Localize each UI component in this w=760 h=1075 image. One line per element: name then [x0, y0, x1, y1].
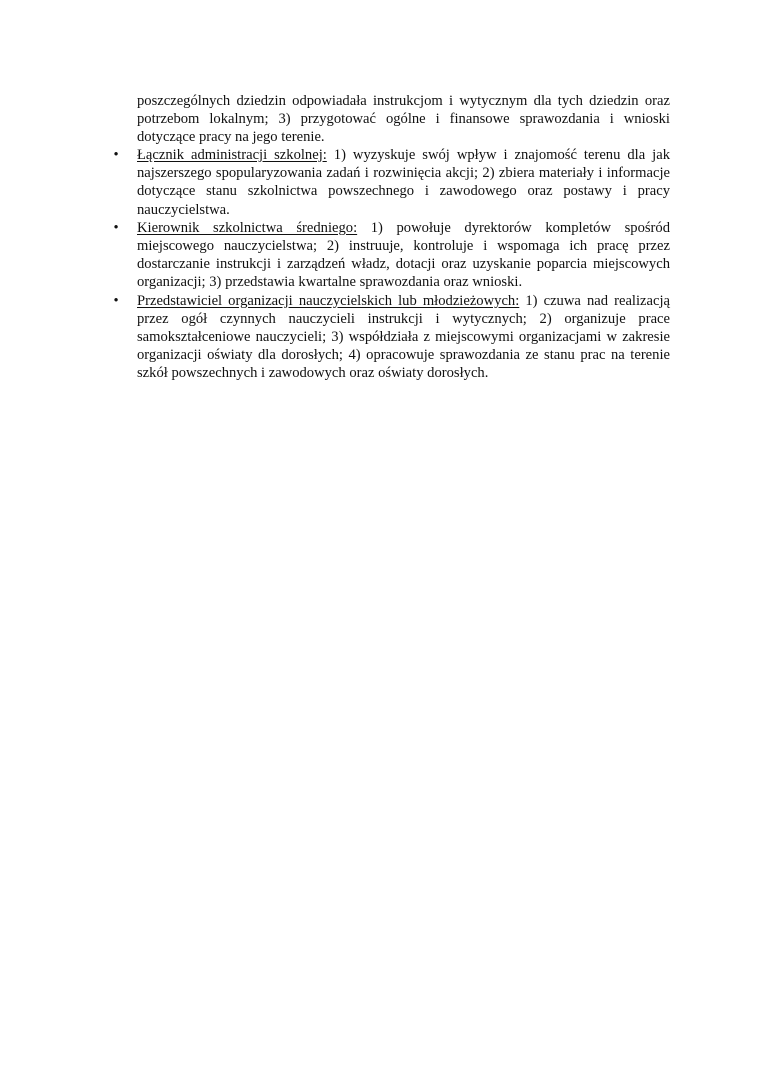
- continuation-paragraph: poszczególnych dziedzin odpowiadała instrukcjom i wytycznym dla tych dziedzin oraz potrzebom lokalnym; 3) przygotować ogólne i finansowe sprawozdania i wnioski dotyczące pracy na jego terenie.: [137, 93, 670, 146]
- role-duties: 1) czuwa nad realizacją przez ogół czynnych nauczycieli instrukcji i wytycznych; 2) organizuje prace samokształceniowe nauczycieli; 3) współdziała z miejscowymi organizacjami w zakresie organizacji oświaty dla dorosłych; 4) opracowuje sprawozdania ze stanu prac na terenie szkół powszechnych i zawodowych oraz oświaty dorosłych.: [137, 292, 670, 382]
- role-title: Przedstawiciel organizacji nauczycielskich lub młodzieżowych:: [137, 292, 520, 309]
- list-item: [107, 146, 670, 219]
- bullet-icon: •: [113, 292, 119, 309]
- duties-bullet-list: [107, 146, 670, 383]
- role-title: Kierownik szkolnictwa średniego:: [137, 219, 358, 236]
- bullet-icon: •: [113, 219, 119, 236]
- list-item: [107, 219, 670, 292]
- role-duties: 1) wyzyskuje swój wpływ i znajomość terenu dla jak najszerszego spopularyzowania zadań i rozwinięcia akcji; 2) zbiera materiały i informacje dotyczące stanu szkolnictwa powszechnego i zawodowego oraz postawy i pracy nauczycielstwa.: [137, 147, 670, 218]
- role-title: Łącznik administracji szkolnej:: [137, 147, 327, 163]
- bullet-icon: •: [113, 147, 119, 163]
- list-item: [107, 292, 670, 383]
- role-duties: 1) powołuje dyrektorów kompletów spośród miejscowego nauczycielstwa; 2) instruuje, kontroluje i wspomaga ich pracę przez dostarczanie instrukcji i zarządzeń władz, dotacji oraz uzyskanie poparcia miejscowych organizacji; 3) przedstawia kwartalne sprawozdania oraz wnioski.: [137, 219, 670, 291]
